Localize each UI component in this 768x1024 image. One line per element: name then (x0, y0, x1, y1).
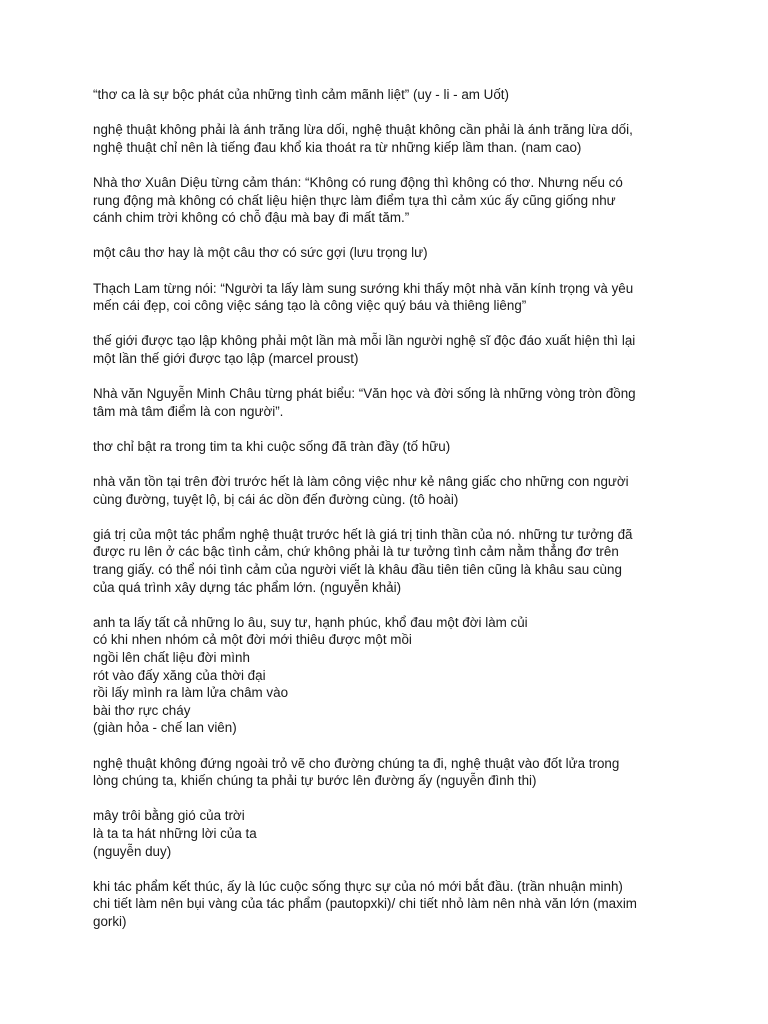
quote-paragraph (93, 878, 683, 931)
text-line: nhà văn tồn tại trên đời trước hết là làm công việc như kẻ nâng giấc cho những con người (93, 474, 629, 490)
quote-paragraph (93, 332, 683, 367)
quote-paragraph (93, 473, 683, 508)
quote-paragraph (93, 755, 683, 790)
poem-paragraph (93, 614, 683, 737)
text-line: nghệ thuật chỉ nên là tiếng đau khổ kia thoát ra từ những kiếp lầm than. (nam cao) (93, 139, 582, 155)
text-line: cánh chim trời không có chỗ đậu mà bay đi mất tăm.” (93, 210, 410, 226)
quote-paragraph (93, 280, 683, 315)
text-line: chi tiết làm nên bụi vàng của tác phẩm (pautopxki)/ chi tiết nhỏ làm nên nhà văn lớn (maxim (93, 896, 637, 912)
text-line: thơ chỉ bật ra trong tim ta khi cuộc sống đã tràn đầy (tố hữu) (93, 438, 451, 454)
quote-paragraph (93, 385, 683, 420)
text-line: lòng chúng ta, khiến chúng ta phải tự bước lên đường ấy (nguyễn đình thi) (93, 773, 537, 789)
quote-paragraph (93, 174, 683, 227)
text-line: nghệ thuật không đứng ngoài trỏ vẽ cho đường chúng ta đi, nghệ thuật vào đốt lửa trong (93, 755, 620, 771)
quote-paragraph (93, 86, 683, 104)
text-line: một lần thế giới được tạo lập (marcel proust) (93, 350, 359, 366)
text-line: được ru lên ở các bậc tình cảm, chứ không phải là tư tưởng tình cảm nằm thẳng đơ trên (93, 544, 619, 560)
quote-paragraph (93, 244, 683, 262)
text-line: rung động mà không có chất liệu hiện thực làm điểm tựa thì cảm xúc ấy cũng giống như (93, 192, 616, 208)
text-line: tâm mà tâm điểm là con người”. (93, 403, 284, 419)
text-line: Nhà văn Nguyễn Minh Châu từng phát biểu: “Văn học và đời sống là những vòng tròn đồng (93, 386, 636, 402)
text-line: cùng đường, tuyệt lộ, bị cái ác dồn đến đường cùng. (tô hoài) (93, 491, 459, 507)
poem-line: có khi nhen nhóm cả một đời mới thiêu được một mồi (93, 632, 412, 648)
poem-line: rót vào đấy xăng của thời đại (93, 667, 266, 683)
quote-paragraph (93, 438, 683, 456)
text-line: nghệ thuật không phải là ánh trăng lừa dối, nghệ thuật không cần phải là ánh trăng lừa dối, (93, 122, 633, 138)
poem-line: mây trôi bằng gió của trời (93, 808, 245, 824)
text-line: khi tác phẩm kết thúc, ấy là lúc cuộc sống thực sự của nó mới bắt đầu. (trần nhuận minh) (93, 878, 623, 894)
poem-paragraph (93, 807, 683, 860)
text-line: mến cái đẹp, coi công việc sáng tạo là công việc quý báu và thiêng liêng” (93, 298, 527, 314)
quote-paragraph (93, 121, 683, 156)
poem-line: rồi lấy mình ra làm lửa châm vào (93, 685, 289, 701)
text-line: “thơ ca là sự bộc phát của những tình cảm mãnh liệt” (uy - li - am Uốt) (93, 87, 509, 102)
text-line: gorki) (93, 913, 127, 929)
text-line: của quá trình xây dựng tác phẩm lớn. (nguyễn khải) (93, 579, 402, 595)
text-line: Thạch Lam từng nói: “Người ta lấy làm sung sướng khi thấy một nhà văn kính trọng và yêu (93, 280, 634, 296)
text-line: trang giấy. có thể nói tình cảm của người viết là khâu đầu tiên tiên cũng là khâu sau cùng (93, 562, 622, 578)
poem-line: anh ta lấy tất cả những lo âu, suy tư, hạnh phúc, khổ đau một đời làm củi (93, 614, 528, 630)
quote-paragraph (93, 526, 683, 596)
poem-line: bài thơ rực cháy (93, 702, 191, 718)
text-line: một câu thơ hay là một câu thơ có sức gợi (lưu trọng lư) (93, 245, 428, 261)
document-page (93, 86, 683, 948)
poem-line: (giàn hỏa - chế lan viên) (93, 720, 237, 736)
poem-line: ngồi lên chất liệu đời mình (93, 650, 250, 665)
text-line: Nhà thơ Xuân Diệu từng cảm thán: “Không có rung động thì không có thơ. Nhưng nếu có (93, 174, 623, 190)
poem-line: là ta ta hát những lời của ta (93, 825, 257, 841)
poem-line: (nguyễn duy) (93, 843, 172, 859)
text-line: giá trị của một tác phẩm nghệ thuật trước hết là giá trị tinh thần của nó. những tư tưởng đã (93, 526, 633, 542)
text-line: thế giới được tạo lập không phải một lần mà mỗi lần người nghệ sĩ độc đáo xuất hiện thì lại (93, 333, 636, 349)
